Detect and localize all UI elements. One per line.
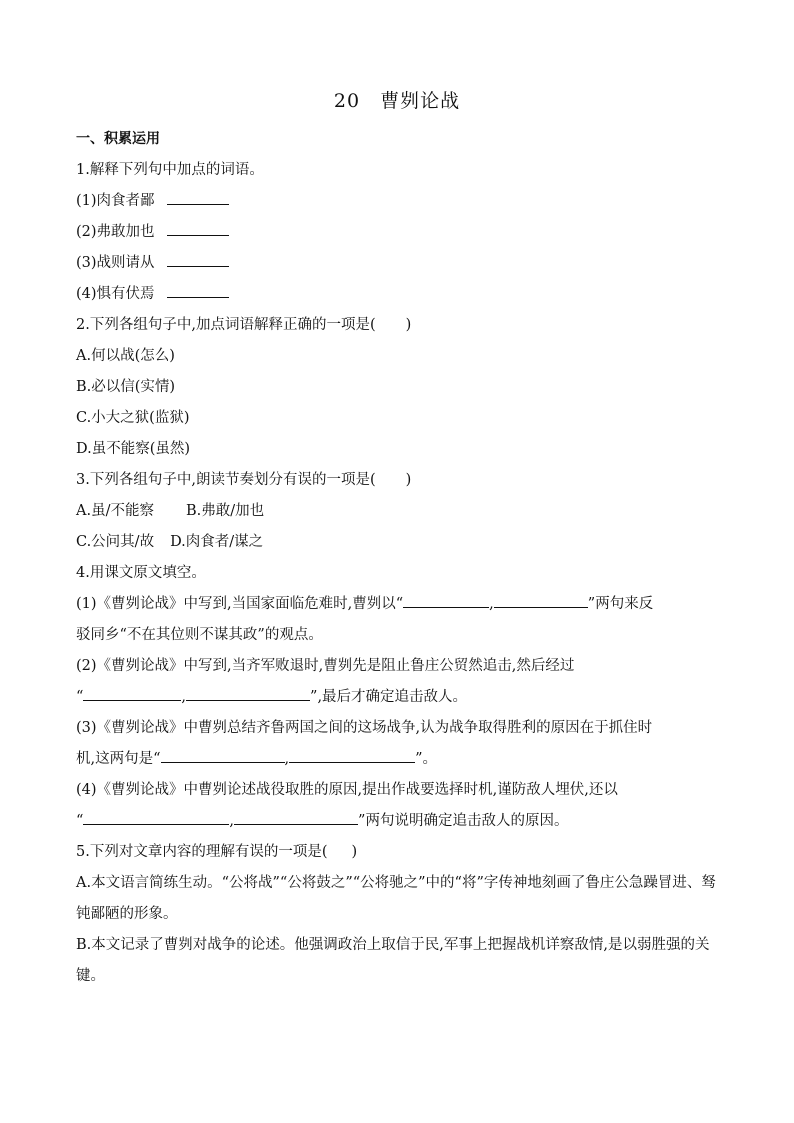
question-2-option: B.必以信(实情) — [76, 379, 176, 395]
question-4-stem: 4.用课文原文填空。 — [76, 565, 206, 581]
answer-blank[interactable] — [161, 748, 285, 763]
lesson-title: 曹刿论战 — [380, 90, 461, 112]
answer-blank[interactable] — [167, 221, 229, 236]
question-5-option: A.本文语言简练生动。“公将战”“公将鼓之”“公将驰之”中的“将”字传神地刻画了鲁庄公急躁冒进、驽钝鄙陋的形象。 — [76, 875, 716, 922]
question-1-item: (1)肉食者鄙 — [76, 186, 722, 217]
section-heading: 一、积累运用 — [76, 131, 160, 147]
question-4-part-2-cont: “ , ”,最后才确定追击敌人。 — [76, 682, 722, 713]
lesson-number: 20 — [333, 90, 361, 112]
answer-blank[interactable] — [83, 686, 181, 701]
question-1-item: (4)惧有伏焉 — [76, 279, 722, 310]
question-3-option: D.肉食者/谋之 — [170, 534, 264, 550]
question-4-part-3: (3)《曹刿论战》中曹刿总结齐鲁两国之间的这场战争,认为战争取得胜利的原因在于抓住时 — [76, 720, 653, 736]
question-2-stem: 2.下列各组句子中,加点词语解释正确的一项是( ) — [76, 317, 412, 333]
question-4-part-4: (4)《曹刿论战》中曹刿论述战役取胜的原因,提出作战要选择时机,谨防敌人埋伏,还以 — [76, 782, 618, 798]
question-5-stem: 5.下列对文章内容的理解有误的一项是( ) — [76, 844, 358, 860]
question-1-item: (2)弗敢加也 — [76, 217, 722, 248]
question-3-option: B.弗敢/加也 — [185, 503, 265, 519]
question-4-part-3-cont: 机,这两句是“ , ”。 — [76, 744, 722, 775]
question-3-stem: 3.下列各组句子中,朗读节奏划分有误的一项是( ) — [76, 472, 412, 488]
answer-blank[interactable] — [234, 810, 358, 825]
question-1-item: (3)战则请从 — [76, 248, 722, 279]
question-3-option: C.公问其/故 — [76, 534, 155, 550]
question-5-option: B.本文记录了曹刿对战争的论述。他强调政治上取信于民,军事上把握战机详察敌情,是以弱胜强的关键。 — [76, 937, 710, 984]
answer-blank[interactable] — [167, 190, 229, 205]
question-4-part-2: (2)《曹刿论战》中写到,当齐军败退时,曹刿先是阻止鲁庄公贸然追击,然后经过 — [76, 658, 575, 674]
exercise-content — [76, 124, 722, 992]
question-3-options-row — [76, 527, 722, 558]
question-4-part-4-cont: “ , ”两句说明确定追击敌人的原因。 — [76, 806, 722, 837]
question-3-option: A.虽/不能察 — [76, 503, 154, 519]
question-4-part-1-cont: 驳同乡“不在其位则不谋其政”的观点。 — [76, 627, 323, 643]
answer-blank[interactable] — [167, 283, 229, 298]
answer-blank[interactable] — [186, 686, 310, 701]
question-2-option: D.虽不能察(虽然) — [76, 441, 191, 457]
question-3-options-row — [76, 496, 722, 527]
page-title — [0, 86, 794, 113]
answer-blank[interactable] — [403, 593, 489, 608]
answer-blank[interactable] — [83, 810, 229, 825]
answer-blank[interactable] — [289, 748, 415, 763]
answer-blank[interactable] — [494, 593, 588, 608]
question-1-stem: 1.解释下列句中加点的词语。 — [76, 162, 264, 178]
question-4-part-1: (1)《曹刿论战》中写到,当国家面临危难时,曹刿以“ , ”两句来反 — [76, 589, 722, 620]
question-2-option: C.小大之狱(监狱) — [76, 410, 190, 426]
answer-blank[interactable] — [167, 252, 229, 267]
question-2-option: A.何以战(怎么) — [76, 348, 175, 364]
